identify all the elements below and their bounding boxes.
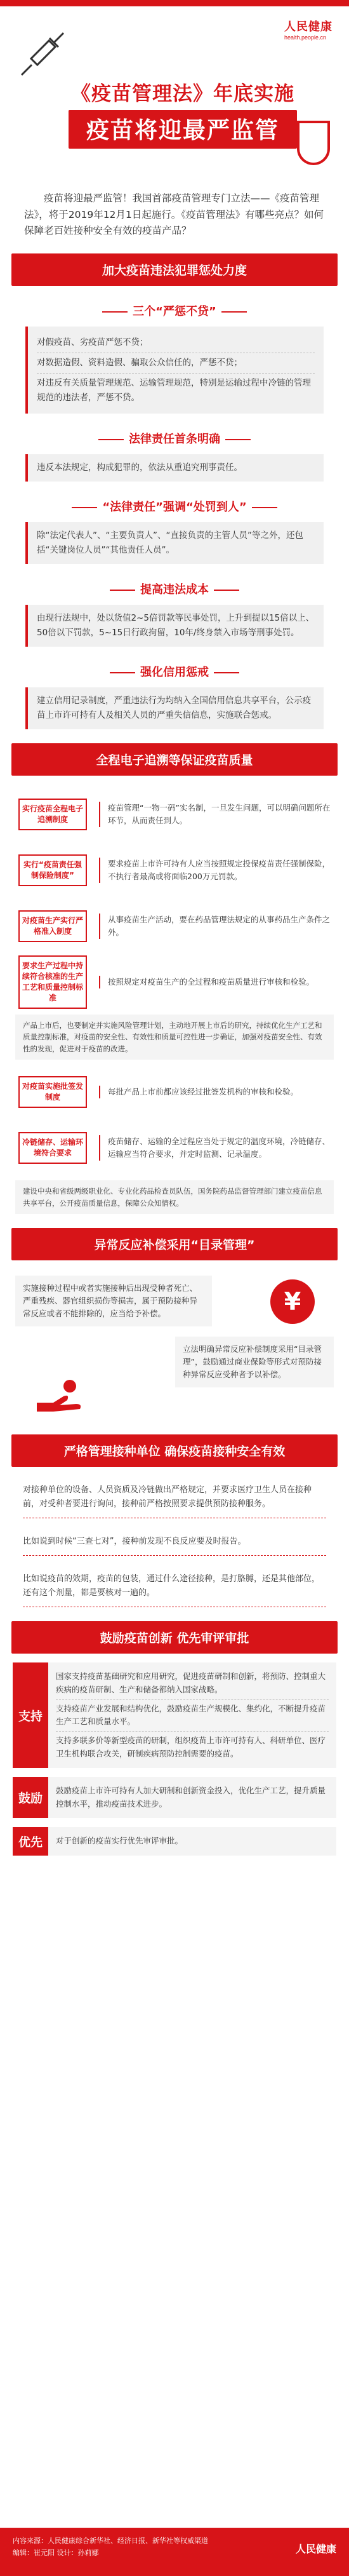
page-title: 《疫苗管理法》年底实施 [71, 83, 294, 105]
priority-tag: 优先 [13, 1827, 48, 1856]
money-icon: ¥ [270, 1279, 315, 1324]
inspector-note: 建设中央和省级两级职业化、专业化药品检查员队伍，国务院药品监督管理部门建立疫苗信息共享平台，公开疫苗质量信息，保障公众知情权。 [15, 1180, 334, 1214]
brand-logo [284, 18, 333, 41]
support-para: 支持疫苗产业发展和结构优化，鼓励疫苗生产规模化、集约化，不断提升疫苗生产工艺和质量水平。 [56, 1700, 329, 1732]
legal-liability-text: 违反本法规定，构成犯罪的，依法从重追究刑事责任。 [25, 454, 324, 482]
header [0, 0, 349, 191]
trace-tag: 实行“疫苗责任强制保险制度” [18, 854, 87, 886]
compensation-right-text: 立法明确异常反应补偿制度采用“目录管理”，鼓励通过商业保险等形式对预防接种异常反应受种者予以补偿。 [175, 1337, 334, 1387]
list-item [15, 959, 334, 1006]
list-item [15, 1069, 334, 1116]
section-banner-compensation: 异常反应补偿采用“目录管理” [11, 1228, 338, 1260]
subtitle-legal-liability: 法律责任首条明确 [0, 430, 349, 447]
trace-text: 按照规定对疫苗生产的全过程和疫苗质量进行审核和检验。 [99, 976, 334, 988]
list-item: 对违反有关质量管理规范、运输管理规范，特别是运输过程中冷链的管理规范的违法者，严惩不贷。 [37, 377, 311, 403]
list-item [15, 791, 334, 838]
support-row [13, 1662, 336, 1768]
footer [0, 2528, 349, 2576]
trace-text: 要求疫苗上市许可持有人应当按照规定投保疫苗责任强制保险，不执行者最高或将面临200万元罚款。 [99, 858, 334, 883]
list-item [15, 847, 334, 894]
title-block [69, 78, 297, 149]
lead-paragraph: 疫苗将迎最严监管！我国首部疫苗管理专门立法——《疫苗管理法》，将于2019年12月1日起施行。《疫苗管理法》有哪些亮点？如何保障老百姓接种安全有效的疫苗产品？ [24, 192, 324, 237]
list-item [15, 903, 334, 950]
post-market-note: 产品上市后，也要制定并实施风险管理计划，主动地开展上市后的研究，持续优化生产工艺和质量控制标准，对疫苗的安全性、有效性和质量可控性进一步确证，加强对疫苗安全性、有效性的发现，促进对于疫苗的改进。 [15, 1015, 334, 1060]
priority-row [13, 1827, 336, 1856]
priority-body [48, 1827, 336, 1856]
shield-icon [297, 121, 330, 165]
list-item: 对假疫苗、劣疫苗严惩不贷； [37, 333, 315, 353]
tracing-list-2 [15, 1069, 334, 1171]
trace-tag: 要求生产过程中持续符合核准的生产工艺和质量控制标准 [18, 955, 87, 1008]
compensation-left-text: 实施接种过程中或者实施接种后出现受种者死亡、严重残疾、器官组织损伤等损害，属于预防接种异常反应或者不能排除的，应当给予补偿。 [15, 1276, 212, 1326]
footer-credits: 编辑：崔元阳 设计：孙莉娜 [13, 2548, 99, 2557]
footer-logo: 人民健康 [295, 2543, 336, 2555]
trace-text: 疫苗储存、运输的全过程应当处于规定的温度环境，冷链储存、运输应当符合要求，并定时监测、记录温度。 [99, 1135, 334, 1161]
subtitle-credit: 强化信用惩戒 [0, 663, 349, 680]
trace-text: 从事疫苗生产活动，要在药品管理法规定的从事药品生产条件之外。 [99, 914, 334, 939]
compensation-block [15, 1276, 334, 1420]
encourage-para: 鼓励疫苗上市许可持有人加大研制和创新资金投入，优化生产工艺，提升质量控制水平，推动疫苗技术进步。 [56, 1786, 326, 1809]
section-banner-vaccination: 严格管理接种单位 确保疫苗接种安全有效 [11, 1434, 338, 1467]
hand-icon [34, 1377, 85, 1413]
list-item [15, 1124, 334, 1171]
cost-text: 由现行法规中，处以货值2~5倍罚款等民事处罚，上升到提以15倍以上、50倍以下罚款，5~15日行政拘留，10年/终身禁入市场等刑事处罚。 [25, 605, 324, 647]
list-item: 对数据造假、资料造假、骗取公众信任的，严惩不贷； [37, 353, 315, 374]
support-tag: 支持 [13, 1662, 48, 1768]
vaccination-text-1: 对接种单位的设备、人员资质及冷链做出严格规定，并要求医疗卫生人员在接种前，对受种者要进行询问，接种前严格按照要求提供预防接种服务。 [23, 1478, 326, 1518]
section-banner-tracing: 全程电子追溯等保证疫苗质量 [11, 743, 338, 776]
encourage-row [13, 1777, 336, 1818]
trace-tag: 冷链储存、运输环境符合要求 [18, 1132, 87, 1164]
credit-text: 建立信用记录制度，严重违法行为均纳入全国信用信息共享平台，公示疫苗上市许可持有人及相关人员的严重失信信息，实施联合惩戒。 [25, 687, 324, 729]
support-para: 支持多联多价等新型疫苗的研制，组织疫苗上市许可持有人、科研单位、医疗卫生机构联合攻关，研制疾病预防控制需要的疫苗。 [56, 1735, 326, 1758]
footer-source: 内容来源：人民健康综合新华社、经济日报、新华社等权威渠道 [13, 2537, 208, 2545]
punish-person-text: 除“法定代表人”、“主要负责人”、“直接负责的主管人员”等之外，还包括“关键岗位人员”“其他责任人员”。 [25, 522, 324, 564]
section-banner-innovation: 鼓励疫苗创新 优先审评审批 [11, 1621, 338, 1654]
brand-sub: health.people.cn [284, 34, 327, 41]
priority-para: 对于创新的疫苗实行优先审评审批。 [56, 1836, 183, 1846]
support-body [48, 1662, 336, 1768]
subtitle-punish-person: “法律责任”强调“处罚到人” [0, 498, 349, 515]
trace-tag: 对疫苗实施批签发制度 [18, 1076, 87, 1108]
subtitle-cost: 提高违法成本 [0, 581, 349, 597]
section-banner-penalty: 加大疫苗违法犯罪惩处力度 [11, 253, 338, 286]
support-para: 国家支持疫苗基础研究和应用研究，促进疫苗研制和创新，将预防、控制重大疾病的疫苗研制、生产和储备都纳入国家战略。 [56, 1668, 329, 1699]
trace-tag: 对疫苗生产实行严格准入制度 [18, 910, 87, 942]
page-subtitle: 疫苗将迎最严监管 [69, 110, 297, 149]
tracing-list [15, 791, 334, 1006]
three-strict-list [25, 327, 324, 414]
trace-text: 疫苗管理“一物一码”实名制，一旦发生问题，可以明确问题所在环节，从而责任到人。 [99, 802, 334, 827]
vaccination-text-2: 比如说到时候“三查七对”，接种前发现不良反应要及时报告。 [23, 1530, 326, 1556]
brand-name: 人民健康 [284, 20, 333, 34]
trace-tag: 实行疫苗全程电子追溯制度 [18, 799, 87, 830]
trace-text: 每批产品上市前都应该经过批签发机构的审核和检验。 [99, 1086, 334, 1098]
subtitle-three-strict: 三个“严惩不贷” [0, 302, 349, 319]
encourage-tag: 鼓励 [13, 1777, 48, 1818]
encourage-body [48, 1777, 336, 1818]
vaccination-text-3: 比如说疫苗的效期，疫苗的包装，通过什么途径接种，是打胳膊，还是其他部位，还有这个剂量，都是要核对一遍的。 [23, 1567, 326, 1607]
syringe-icon [16, 29, 67, 80]
